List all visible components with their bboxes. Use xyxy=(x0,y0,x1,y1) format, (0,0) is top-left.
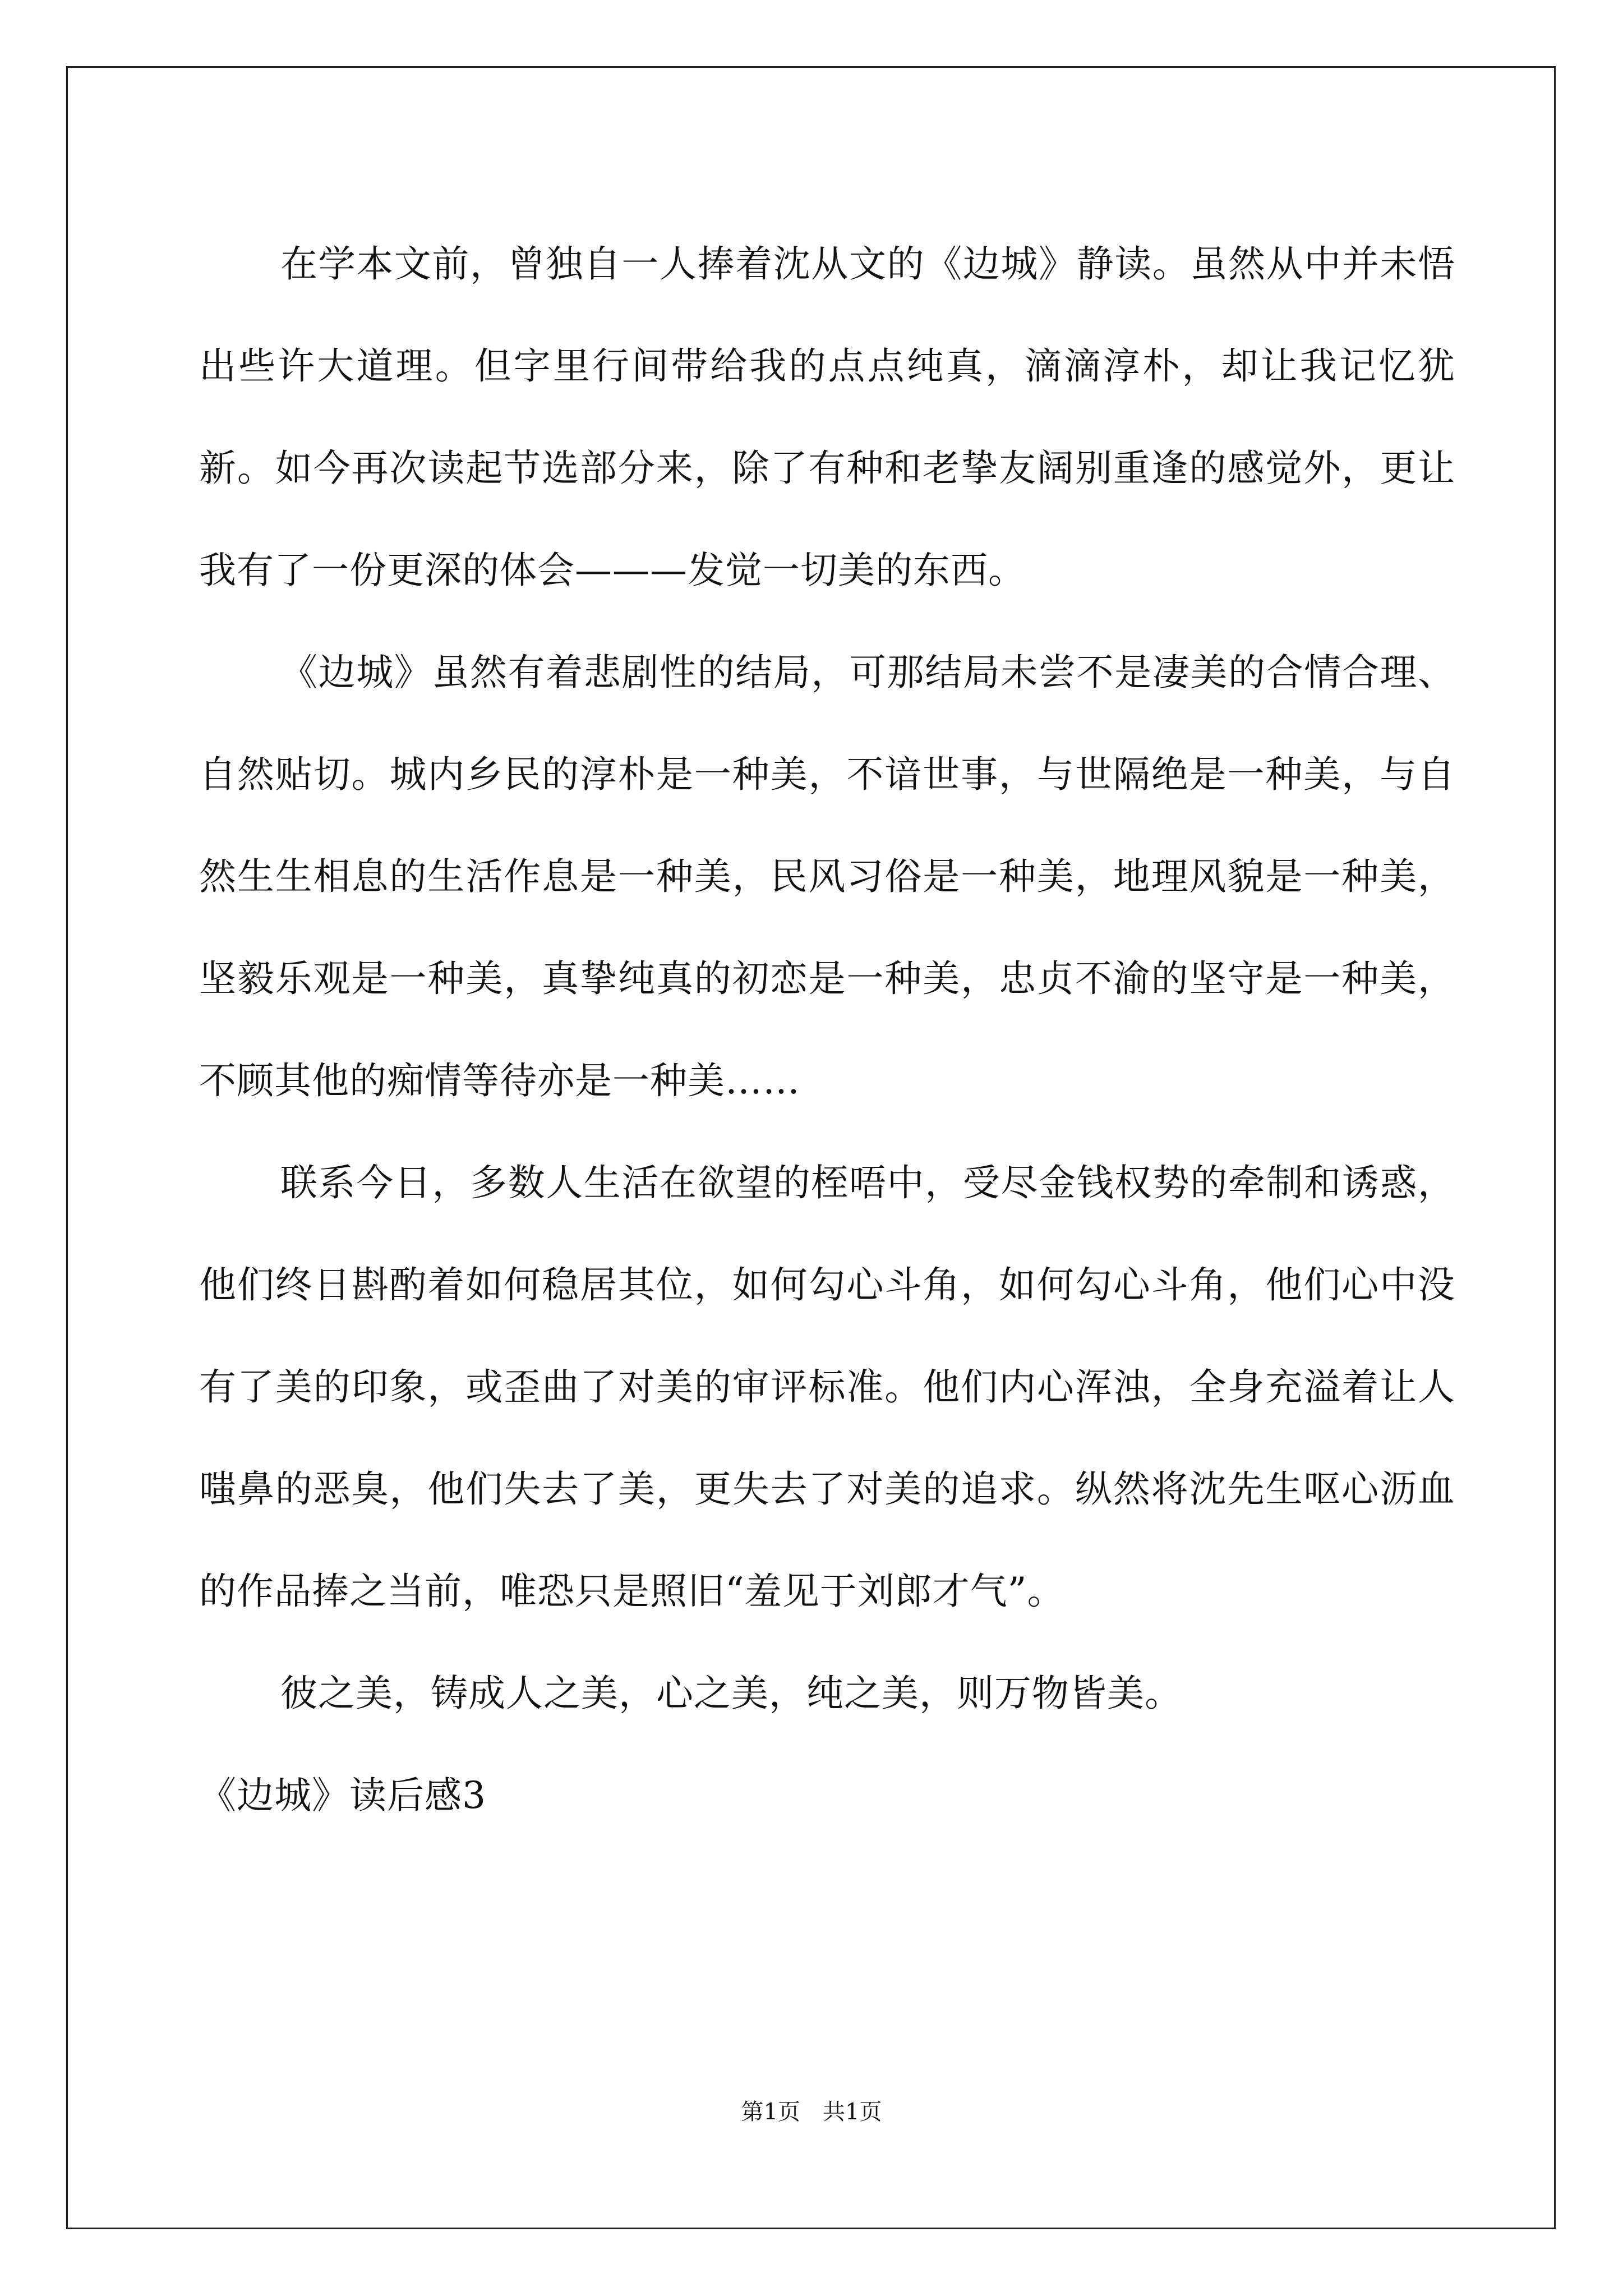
paragraph-3: 联系今日，多数人生活在欲望的桎唔中，受尽金钱权势的牵制和诱惑，他们终日斟酌着如何稳居其位，如何勾心斗角，如何勾心斗角，他们心中没有了美的印象，或歪曲了对美的审评标准。他们内心浑浊，全身充溢着让人嗤鼻的恶臭，他们失去了美，更失去了对美的追求。纵然将沈先生呕心沥血的作品捧之当前，唯恐只是照旧“羞见于刘郎才气”。 xyxy=(199,1161,1455,1613)
page-number-footer: 第1页 共1页 xyxy=(741,2099,882,2125)
paragraph-2: 《边城》虽然有着悲剧性的结局，可那结局未尝不是凄美的合情合理、自然贴切。城内乡民的淳朴是一种美，不谙世事，与世隔绝是一种美，与自然生生相息的生活作息是一种美，民风习俗是一种美，地理风貌是一种美，坚毅乐观是一种美，真挚纯真的初恋是一种美，忠贞不渝的坚守是一种美，不顾其他的痴情等待亦是一种美…… xyxy=(199,651,1455,1102)
section-heading: 《边城》读后感3 xyxy=(199,1774,486,1817)
document-body xyxy=(199,213,1455,1847)
paragraph-4: 彼之美，铸成人之美，心之美，纯之美，则万物皆美。 xyxy=(280,1672,1182,1715)
paragraph-1: 在学本文前，曾独自一人捧着沈从文的《边城》静读。虽然从中并未悟出些许大道理。但字里行间带给我的点点纯真，滴滴淳朴，却让我记忆犹新。如今再次读起节选部分来，除了有种和老挚友阔别重逢的感觉外，更让我有了一份更深的体会———发觉一切美的东西。 xyxy=(199,242,1455,592)
